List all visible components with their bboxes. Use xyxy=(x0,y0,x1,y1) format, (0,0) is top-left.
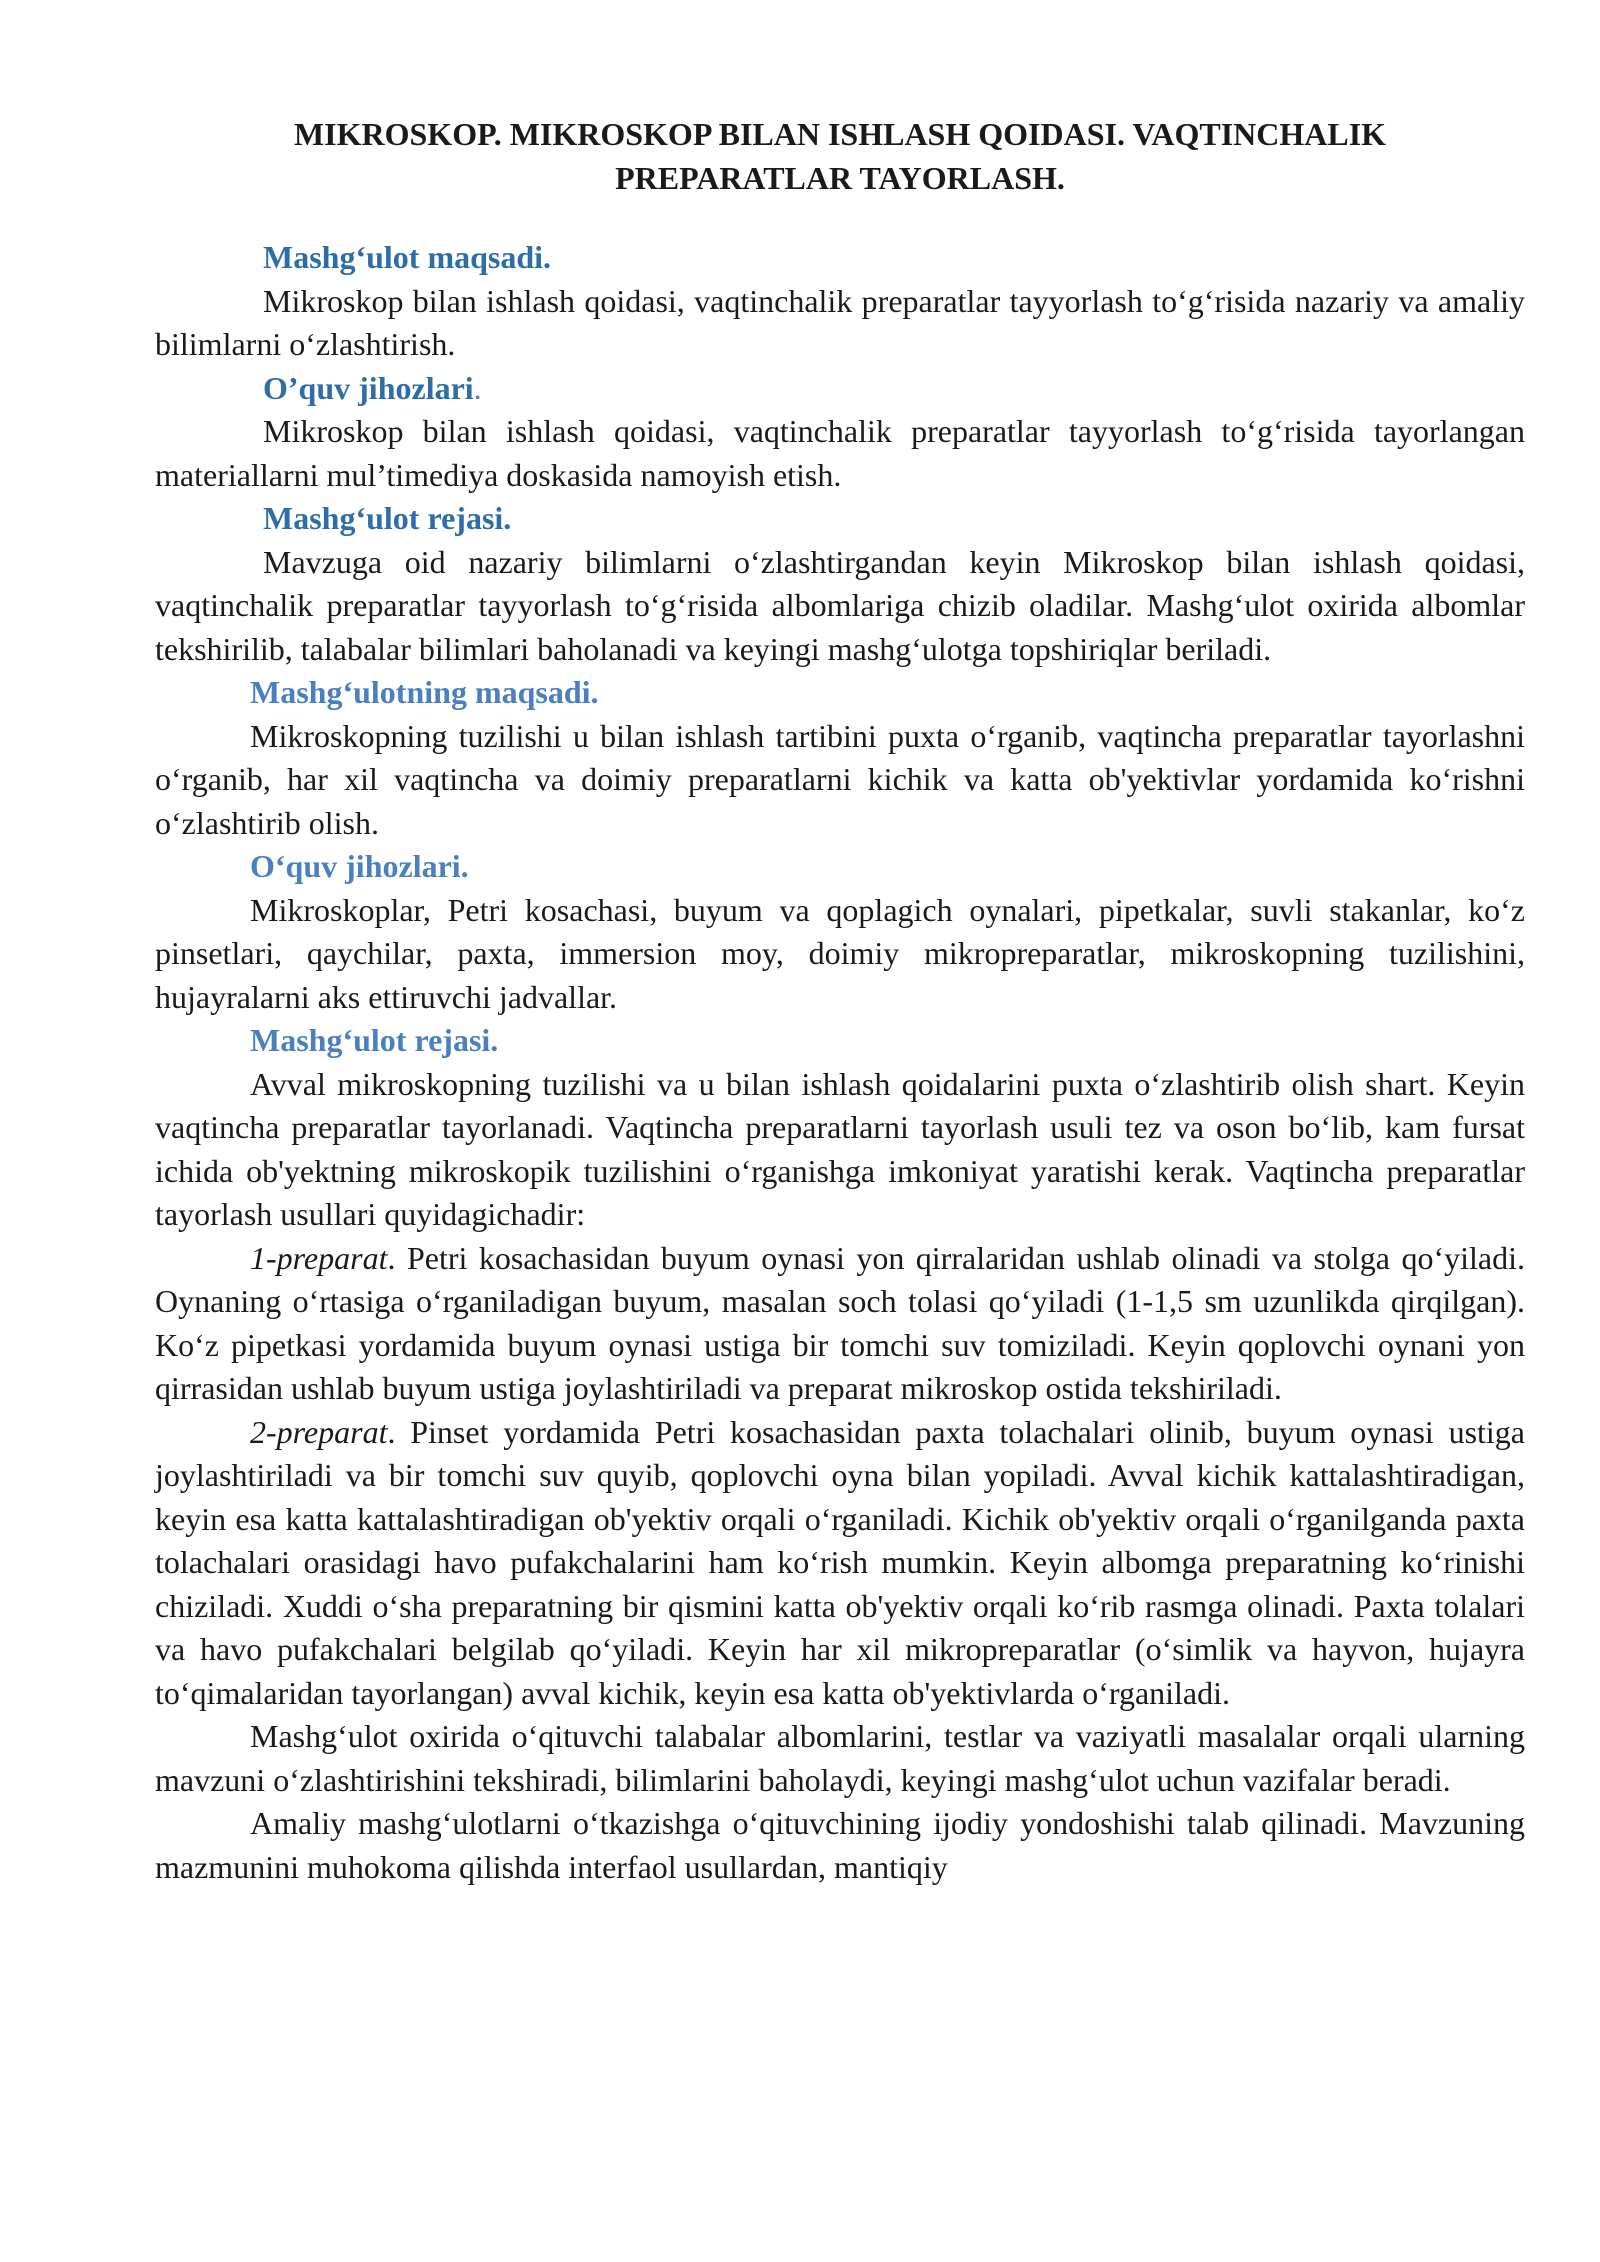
preparation-2-label: 2-preparat xyxy=(250,1413,388,1450)
paragraph-equipment-2: Mikroskoplar, Petri kosachasi, buyum va qoplagich oynalari, pipetkalar, suvli stakanlar, ko‘z pinsetlari, qaychilar, paxta, immersion moy, doimiy mikropreparatlar, mikroskopning tuzilishini, hujayralarni aks ettiruvchi jadvallar. xyxy=(155,891,1525,1015)
heading-plan-2: Mashg‘ulot rejasi. xyxy=(250,1022,499,1058)
heading-goal: Mashg‘ulot maqsadi. xyxy=(263,239,552,275)
document-title xyxy=(155,112,1525,200)
heading-equipment-text: O’quv jihozlari xyxy=(263,369,474,406)
preparation-1-label: 1-preparat xyxy=(250,1239,388,1276)
paragraph-plan: Mavzuga oid nazariy bilimlarni o‘zlashtirgandan keyin Mikroskop bilan ishlash qoidasi, vaqtinchalik preparatlar tayyorlash to‘g‘risida albomlariga chizib oladilar. Mashg‘ulot oxirida albomlar tekshirilib, talabalar bilimlari baholanadi va keyingi mashg‘ulotga topshiriqlar beriladi. xyxy=(155,543,1525,667)
title-line-1: MIKROSKOP. MIKROSKOP BILAN ISHLASH QOIDASI. VAQTINCHALIK xyxy=(293,116,1387,152)
paragraph-plan-2: Avval mikroskopning tuzilishi va u bilan ishlash qoidalarini puxta o‘zlashtirib olish shart. Keyin vaqtincha preparatlar tayorlanadi. Vaqtincha preparatlarni tayorlash usuli tez va oson bo‘lib, kam fursat ichida ob'yektning mikroskopik tuzilishini o‘rganishga imkoniyat yaratishi kerak. Vaqtincha preparatlar tayorlash usullari quyidagichadir: xyxy=(155,1065,1525,1232)
heading-equipment-dot: . xyxy=(473,369,482,406)
paragraph-preparation-1 xyxy=(155,1237,1525,1411)
heading-lesson-goal: Mashg‘ulotning maqsadi. xyxy=(250,674,599,710)
heading-equipment xyxy=(155,367,1525,411)
paragraph-preparation-2 xyxy=(155,1411,1525,1716)
heading-plan: Mashg‘ulot rejasi. xyxy=(263,500,512,536)
heading-equipment-2: O‘quv jihozlari. xyxy=(250,848,469,884)
document-page xyxy=(155,112,1525,1889)
paragraph-closing-1: Mashg‘ulot oxirida o‘qituvchi talabalar albomlarini, testlar va vaziyatli masalalar orqali ularning mavzuni o‘zlashtirishini tekshiradi, bilimlarini baholaydi, keyingi mashg‘ulot uchun vazifalar beradi. xyxy=(155,1718,1525,1798)
paragraph-lesson-goal: Mikroskopning tuzilishi u bilan ishlash tartibini puxta o‘rganib, vaqtincha preparatlar tayorlashni o‘rganib, har xil vaqtincha va doimiy preparatlarni kichik va katta ob'yektivlar yordamida ko‘rishni o‘zlashtirib olish. xyxy=(155,717,1525,841)
paragraph-goal: Mikroskop bilan ishlash qoidasi, vaqtinchalik preparatlar tayyorlash to‘g‘risida nazariy va amaliy bilimlarni o‘zlashtirish. xyxy=(155,282,1525,362)
paragraph-closing-2: Amaliy mashg‘ulotlarni o‘tkazishga o‘qituvchining ijodiy yondoshishi talab qilinadi. Mavzuning mazmunini muhokoma qilishda interfaol usullardan, mantiqiy xyxy=(155,1805,1525,1885)
preparation-1-text: . Petri kosachasidan buyum oynasi yon qirralaridan ushlab olinadi va stolga qo‘yiladi. Oynaning o‘rtasiga o‘rganiladigan buyum, masalan soch tolasi qo‘yiladi (1-1,5 sm uzunlikda qirqilgan). Ko‘z pipetkasi yordamida buyum oynasi ustiga bir tomchi suv tomiziladi. Keyin qoplovchi oynani yon qirrasidan ushlab buyum ustiga joylashtiriladi va preparat mikroskop ostida tekshiriladi. xyxy=(155,1239,1525,1406)
preparation-2-text: . Pinset yordamida Petri kosachasidan paxta tolachalari olinib, buyum oynasi ustiga joylashtiriladi va bir tomchi suv quyib, qoplovchi oyna bilan yopiladi. Avval kichik kattalashtiradigan, keyin esa katta kattalashtiradigan ob'yektiv orqali o‘rganiladi. Kichik ob'yektiv orqali o‘rganilganda paxta tolachalari orasidagi havo pufakchalarini ham ko‘rish mumkin. Keyin albomga preparatning ko‘rinishi chiziladi. Xuddi o‘sha preparatning bir qismini katta ob'yektiv orqali ko‘rib rasmga olinadi. Paxta tolalari va havo pufakchalari belgilab qo‘yiladi. Keyin har xil mikropreparatlar (o‘simlik va hayvon, hujayra to‘qimalaridan tayorlangan) avval kichik, keyin esa katta ob'yektivlarda o‘rganiladi. xyxy=(155,1413,1525,1711)
paragraph-equipment: Mikroskop bilan ishlash qoidasi, vaqtinchalik preparatlar tayyorlash to‘g‘risida tayorlangan materiallarni mul’timediya doskasida namoyish etish. xyxy=(155,413,1525,493)
title-line-2: PREPARATLAR TAYORLASH. xyxy=(615,160,1065,196)
